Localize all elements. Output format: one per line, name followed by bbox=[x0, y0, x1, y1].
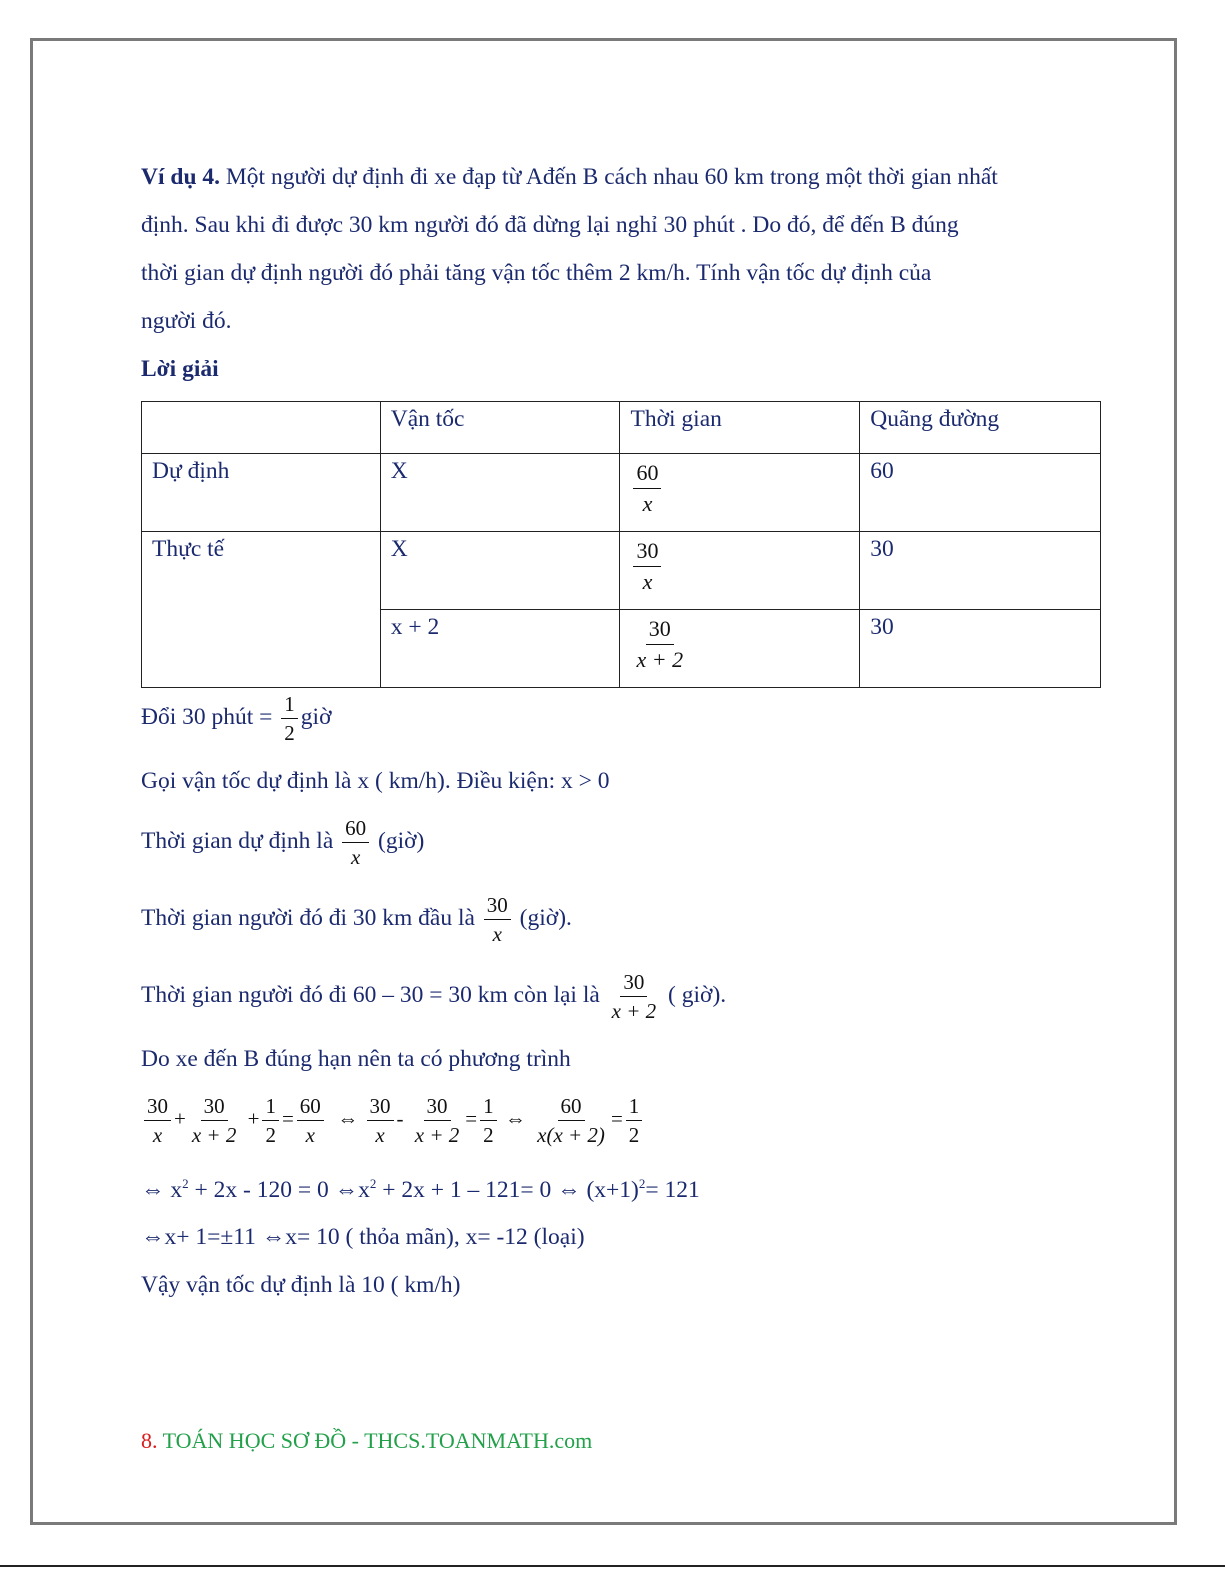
row-time bbox=[620, 454, 860, 532]
footer-text: TOÁN HỌC SƠ ĐỒ - THCS.TOANMATH.com bbox=[157, 1428, 593, 1453]
eq-fraction: $\frac{1}{2}$ bbox=[480, 1092, 497, 1150]
solution-heading: Lời giải bbox=[141, 356, 219, 382]
time-fraction: $\frac{60}{x}$ bbox=[633, 458, 661, 518]
row-distance: 30 bbox=[860, 610, 1101, 688]
equation-line: $\frac{30}{x}$ + $\frac{30}{x + 2}$ + $\frac{1}{2}$ = $\frac{60}{x}$ ⇔ $\frac{30}{x}$ - $\frac{30}{x + 2}$ = $\frac{1}{2}$ ⇔ $\frac{60}{x(x + 2)}$ = $\frac{1}{2}$ bbox=[141, 1092, 645, 1150]
conclusion-line: Vậy vận tốc dự định là 10 ( km/h) bbox=[141, 1272, 461, 1298]
convert-fraction: $\frac{1}{2}$ bbox=[281, 690, 298, 748]
rest-suffix: ( giờ). bbox=[668, 982, 727, 1009]
roots-line: ⇔x+ 1=±11 ⇔x= 10 ( thỏa mãn), x= -12 (loại) bbox=[141, 1224, 585, 1250]
problem-text-1: Một người dự định đi xe đạp từ Ađến B cách nhau 60 km trong một thời gian nhất bbox=[220, 164, 998, 190]
planned-suffix: (giờ) bbox=[378, 828, 425, 855]
planned-time-line bbox=[141, 814, 424, 872]
row-speed: X bbox=[380, 532, 620, 610]
row-distance: 30 bbox=[860, 532, 1101, 610]
time-fraction: $\frac{30}{x}$ bbox=[633, 536, 661, 596]
page-number: 8. bbox=[141, 1428, 158, 1453]
eq-fraction: $\frac{30}{x + 2}$ bbox=[414, 1094, 460, 1148]
first-prefix: Thời gian người đó đi 30 km đầu là bbox=[141, 905, 481, 932]
rest-leg-line bbox=[141, 968, 726, 1026]
table-header-cell: Thời gian bbox=[620, 402, 860, 454]
square-exponent: 2 bbox=[638, 1176, 646, 1191]
quad-part: ⇔ x bbox=[141, 1176, 183, 1203]
row-label: Thực tế bbox=[142, 532, 381, 688]
rest-prefix: Thời gian người đó đi 60 – 30 = 30 km còn lại là bbox=[141, 982, 606, 1009]
table-header-row bbox=[142, 402, 1101, 454]
eq-fraction: $\frac{1}{2}$ bbox=[262, 1092, 279, 1150]
equation-intro: Do xe đến B đúng hạn nên ta có phương trình bbox=[141, 1046, 571, 1072]
square-exponent: 2 bbox=[369, 1176, 377, 1191]
problem-line-2: định. Sau khi đi được 30 km người đó đã dừng lại nghỉ 30 phút . Do đó, để đến B đúng bbox=[141, 212, 959, 238]
first-fraction: $\frac{30}{x}$ bbox=[484, 891, 511, 949]
page-footer bbox=[141, 1428, 592, 1454]
convert-line bbox=[141, 690, 332, 748]
row-distance: 60 bbox=[860, 454, 1101, 532]
solution-table bbox=[141, 401, 1101, 688]
convert-suffix: giờ bbox=[300, 704, 332, 731]
quad-part: + 2x - 120 = 0 ⇔x bbox=[188, 1176, 370, 1203]
row-label: Dự định bbox=[142, 454, 381, 532]
table-header-cell: Vận tốc bbox=[380, 402, 620, 454]
rest-fraction: $\frac{30}{x + 2}$ bbox=[611, 970, 657, 1024]
problem-line-4: người đó. bbox=[141, 308, 232, 334]
row-time bbox=[620, 532, 860, 610]
first-suffix: (giờ). bbox=[519, 905, 572, 932]
table-header-cell: Quãng đường bbox=[860, 402, 1101, 454]
row-speed: x + 2 bbox=[380, 610, 620, 688]
eq-fraction: $\frac{30}{x}$ bbox=[144, 1092, 171, 1150]
planned-prefix: Thời gian dự định là bbox=[141, 828, 340, 855]
problem-line-1 bbox=[141, 164, 998, 191]
quad-part: = 121 bbox=[645, 1176, 700, 1203]
first-leg-line bbox=[141, 891, 572, 949]
table-row bbox=[142, 454, 1101, 532]
bottom-rule bbox=[0, 1565, 1225, 1567]
let-line: Gọi vận tốc dự định là x ( km/h). Điều kiện: x > 0 bbox=[141, 768, 610, 794]
eq-fraction: $\frac{30}{x}$ bbox=[367, 1092, 394, 1150]
quadratic-line bbox=[141, 1176, 700, 1204]
quad-part: + 2x + 1 – 121= 0 ⇔ (x+1) bbox=[376, 1176, 639, 1203]
problem-label: Ví dụ 4. bbox=[141, 164, 221, 190]
eq-fraction: $\frac{60}{x}$ bbox=[297, 1092, 324, 1150]
table-row bbox=[142, 532, 1101, 610]
eq-fraction: $\frac{30}{x + 2}$ bbox=[191, 1094, 237, 1148]
time-fraction: $\frac{30}{x + 2}$ bbox=[636, 616, 684, 672]
planned-fraction: $\frac{60}{x}$ bbox=[342, 814, 369, 872]
table-header-cell bbox=[142, 402, 381, 454]
eq-fraction: $\frac{1}{2}$ bbox=[626, 1092, 643, 1150]
convert-prefix: Đổi 30 phút = bbox=[141, 704, 279, 731]
row-speed: X bbox=[380, 454, 620, 532]
row-time bbox=[620, 610, 860, 688]
problem-line-3: thời gian dự định người đó phải tăng vận tốc thêm 2 km/h. Tính vận tốc dự định của bbox=[141, 260, 932, 286]
eq-fraction: $\frac{60}{x(x + 2)}$ bbox=[537, 1094, 605, 1148]
square-exponent: 2 bbox=[182, 1176, 189, 1191]
